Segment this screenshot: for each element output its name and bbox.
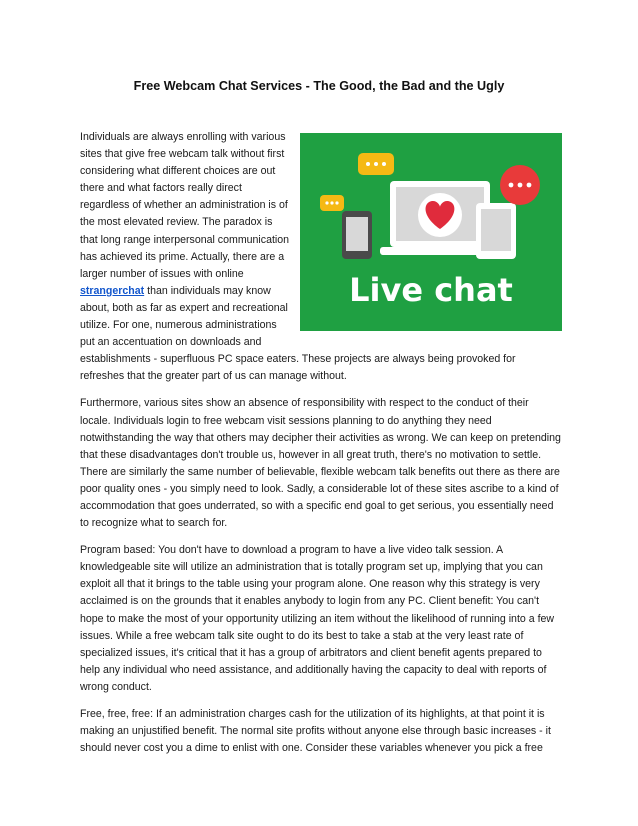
- paragraph-1-text-before-link: Individuals are always enrolling with various sites that give free webcam talk without first considering what different choices are out there and what factors really direct regardless of whether an administration is of the most elevated review. The paradox is that long range interpersonal communication has achieved its prime. Actually, there are a larger number of issues with online: [80, 131, 290, 280]
- strangerchat-link[interactable]: strangerchat: [80, 284, 145, 297]
- paragraph-1-text-after-link: than individuals may know about, both as far as expert and recreational utilize. For one, numerous administrations put an accentuation on downloads and establishments - superfluous PC space eaters. These projects are always being provoked for refreshes that the greater part of us can manage without.: [80, 284, 516, 383]
- paragraph-4: Free, free, free: If an administration charges cash for the utilization of its highlights, at that point it is making an unjustified benefit. The normal site profits without anyone else through basic increases - it should never cost you a dime to enlist with one. Consider these variables whenever you pick a free: [80, 708, 551, 755]
- document-body: [80, 129, 562, 767]
- live-chat-caption: Live chat: [349, 271, 513, 309]
- document-title: Free Webcam Chat Services - The Good, the Bad and the Ugly: [133, 79, 505, 93]
- paragraph-2: Furthermore, various sites show an absence of responsibility with respect to the conduct of their locale. Individuals login to free webcam visit sessions planning to do anything they need notwithstanding the way that others may decipher their activities as wrong. We can keep on pretending that these disadvantages don't trouble us, however in all great truth, there's no motivation to settle. There are similarly the same number of believable, flexible webcam talk benefits out there as there are poor quality ones - you simply need to look. Sadly, a considerable lot of these sites ascribe to a kind of accommodation that goes underrated, so with a specific end goal to get serious, you essentially need to recognize what to search for.: [80, 397, 561, 530]
- live-chat-illustration: [300, 133, 562, 331]
- paragraph-3: Program based: You don't have to download a program to have a live video talk session. A knowledgeable site will utilize an administration that is totally program set up, implying that you can exploit all that it brings to the table using your program alone. One reason why this strategy is very acclaimed is on the grounds that it enables anybody to login from any PC. Client benefit: You can't hope to make the most of your opportunity utilizing an item without the likelihood of running into a few issues. While a free webcam talk site ought to do its best to take a stab at the very least rate of specialized issues, it's critical that it has a group of arbitrators and client benefit agents prepared to help any individual who need assistance, and additionally having the capacity to deal with reports of wrong conduct.: [80, 544, 555, 693]
- heart-icon: [418, 193, 462, 237]
- live-chat-graphic: [300, 133, 562, 331]
